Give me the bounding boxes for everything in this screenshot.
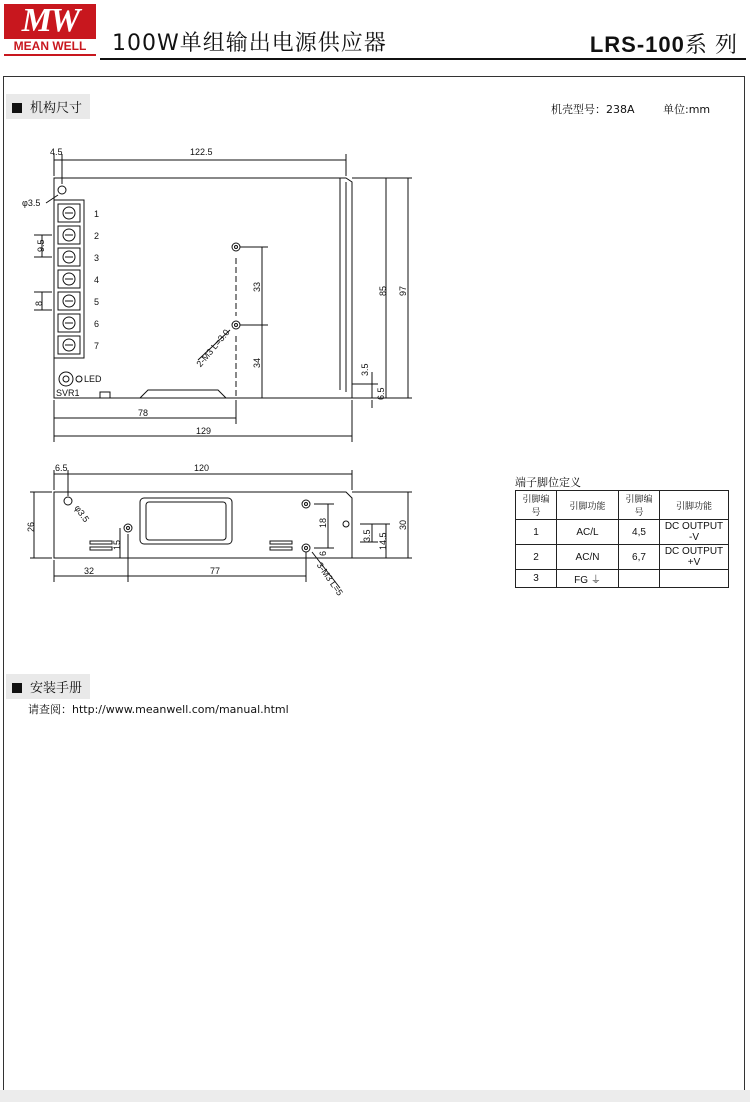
table-header: 引脚功能 — [557, 491, 619, 520]
dim-3-5: 3.5 — [360, 363, 370, 376]
dim-33: 33 — [252, 281, 262, 292]
table-header: 引脚编号 — [619, 491, 660, 520]
table-cell: 4,5 — [619, 520, 660, 545]
header-divider — [100, 58, 746, 60]
square-bullet-icon — [12, 683, 22, 693]
table-header: 引脚编号 — [516, 491, 557, 520]
square-bullet-icon — [12, 103, 22, 113]
table-cell: AC/N — [557, 545, 619, 570]
dim-129: 129 — [196, 426, 212, 436]
logo-text: MEAN WELL — [4, 39, 96, 54]
terminal-number-7: 7 — [94, 341, 100, 351]
side-dim-15: 15 — [112, 539, 122, 550]
terminal-number-3: 3 — [94, 253, 100, 263]
dim-85: 85 — [378, 285, 388, 296]
table-header-row — [516, 491, 729, 520]
svr-knob — [59, 372, 73, 386]
table-cell: 3 — [516, 570, 557, 588]
model-title — [590, 28, 738, 59]
table-cell — [619, 570, 660, 588]
top-view-drawing — [0, 140, 430, 450]
mounting-hole — [58, 186, 66, 194]
terminal-number-1: 1 — [94, 209, 100, 219]
section-mechanical — [6, 94, 90, 119]
table-cell: 6,7 — [619, 545, 660, 570]
table-cell: DC OUTPUT -V — [660, 520, 729, 545]
table-row — [516, 520, 729, 545]
led-label: LED — [84, 374, 102, 384]
terminals — [58, 204, 80, 354]
pin-definition-table — [515, 490, 729, 588]
side-dim-120: 120 — [194, 463, 210, 473]
side-view-drawing — [0, 460, 430, 600]
side-dim-6: 6 — [318, 550, 328, 556]
side-dim-26: 26 — [26, 521, 36, 532]
page-title: 100W单组输出电源供应器 — [112, 31, 387, 56]
dim-122-5: 122.5 — [190, 147, 213, 157]
dim-9-5: 9.5 — [36, 239, 46, 252]
terminal-number-6: 6 — [94, 319, 100, 329]
terminal-number-2: 2 — [94, 231, 100, 241]
model-number: LRS-100 — [589, 32, 685, 57]
side-dim-77: 77 — [210, 566, 221, 576]
table-cell: 2 — [516, 545, 557, 570]
dim-97: 97 — [398, 285, 408, 296]
dim-34: 34 — [252, 357, 262, 368]
table-cell: AC/L — [557, 520, 619, 545]
svr-label: SVR1 — [56, 388, 80, 398]
dim-8: 8 — [34, 300, 44, 306]
dim-6-5: 6.5 — [376, 387, 386, 400]
model-suffix: 系 列 — [684, 32, 738, 57]
table-cell: DC OUTPUT +V — [660, 545, 729, 570]
side-dim-6-5: 6.5 — [55, 463, 68, 473]
side-dim-14-5: 14.5 — [378, 532, 388, 550]
bottom-band — [0, 1090, 750, 1102]
section-install — [6, 674, 90, 699]
manual-link[interactable]: 请查阅：http://www.meanwell.com/manual.html — [28, 703, 289, 716]
section-mechanical-title: 机构尺寸 — [30, 101, 83, 116]
dim-4-5: 4.5 — [50, 147, 63, 157]
side-dim-3-m3: 3-M3 L=5 — [314, 560, 345, 598]
side-dim-phi-3-5: φ3.5 — [72, 503, 92, 525]
side-dim-18: 18 — [318, 517, 328, 528]
side-dim-32: 32 — [84, 566, 95, 576]
terminal-number-4: 4 — [94, 275, 100, 285]
side-dim-3-5: 3.5 — [362, 529, 372, 542]
led-indicator — [76, 376, 82, 382]
case-label: 机壳型号：238A — [551, 103, 635, 116]
table-row — [516, 570, 729, 588]
table-header: 引脚功能 — [660, 491, 729, 520]
dim-78: 78 — [138, 408, 149, 418]
unit-label: 单位:mm — [663, 103, 711, 116]
logo-mark: MW — [21, 2, 79, 39]
pin-table-title: 端子脚位定义 — [515, 476, 581, 489]
table-row — [516, 545, 729, 570]
dim-2-m3: 2-M3 L=3.0 — [194, 327, 232, 369]
table-cell: FG ⏚ — [557, 570, 619, 588]
table-cell — [660, 570, 729, 588]
terminal-number-5: 5 — [94, 297, 100, 307]
side-dim-30: 30 — [398, 519, 408, 530]
dim-phi-3-5: φ3.5 — [22, 198, 41, 208]
ac-window — [140, 498, 232, 544]
section-install-title: 安装手册 — [30, 681, 83, 696]
table-cell: 1 — [516, 520, 557, 545]
